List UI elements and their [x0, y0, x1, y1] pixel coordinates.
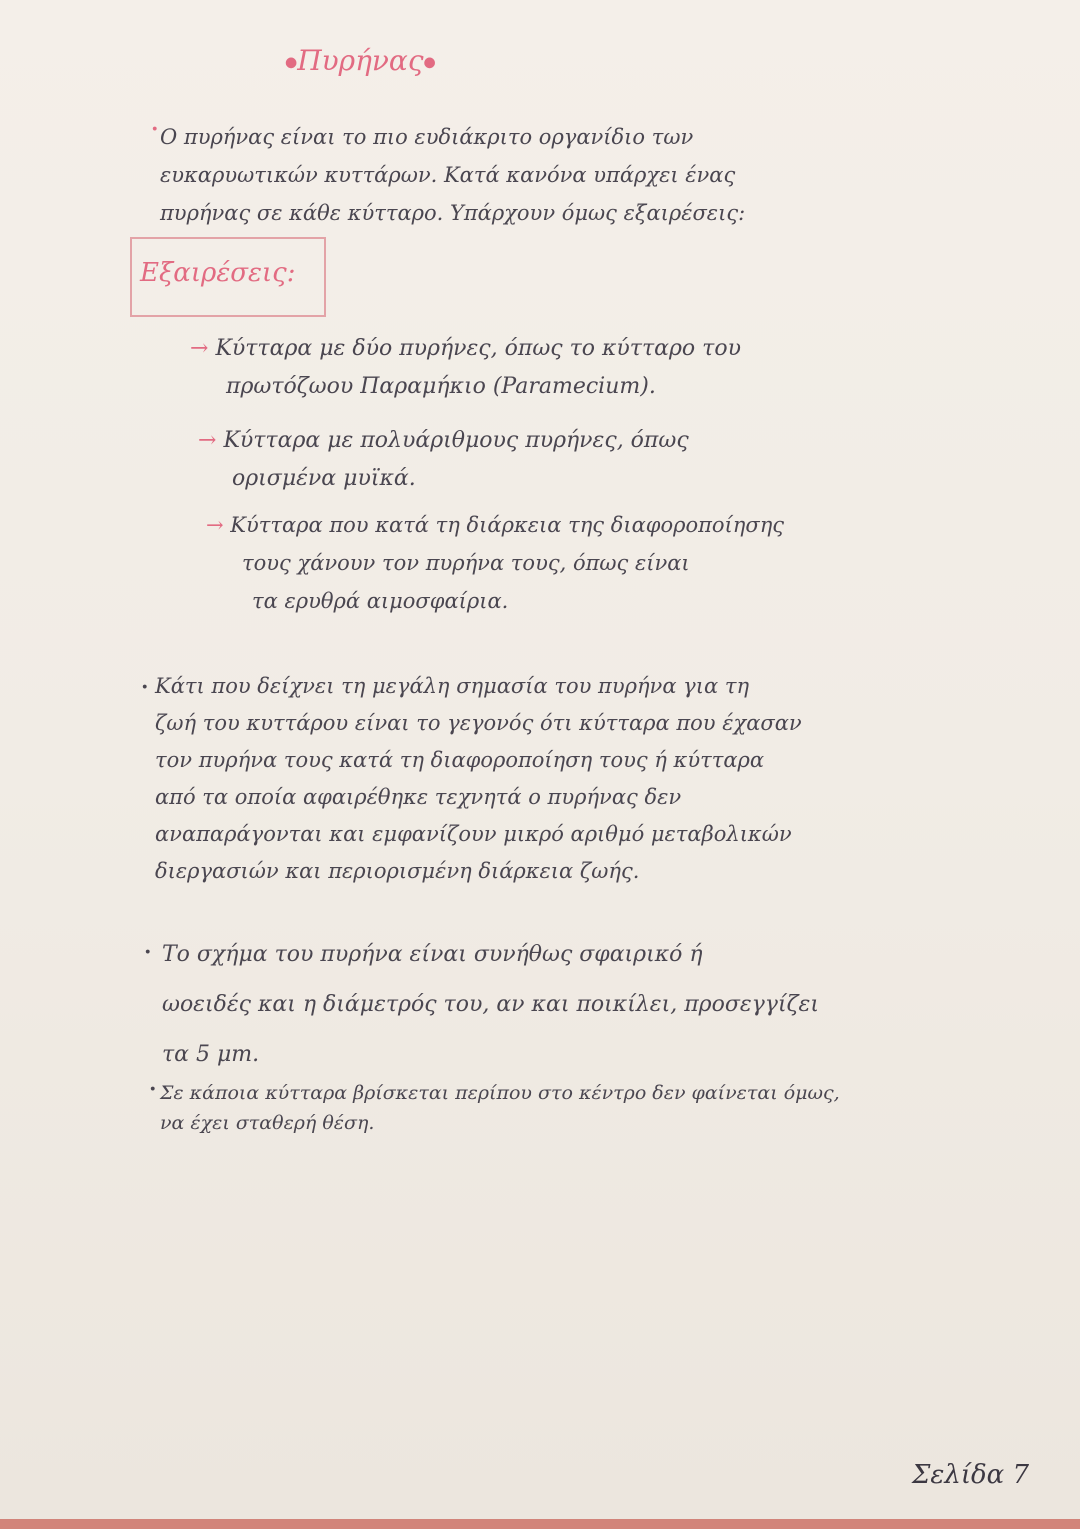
- arrow-right-icon: →: [190, 336, 216, 361]
- title-dot-left: ●: [285, 54, 298, 71]
- bullet-dot: ·: [143, 935, 153, 970]
- arrow-right-icon: →: [206, 513, 231, 537]
- arrow-right-icon: →: [198, 428, 224, 453]
- page-number: Σελίδα 7: [912, 1460, 1030, 1490]
- exception-item-2: → Κύτταρα με πολυάριθμους πυρήνες, όπως ορισμένα μυϊκά.: [198, 428, 689, 491]
- text-line: ευκαρυωτικών κυττάρων. Κατά κανόνα υπάρχει ένας: [160, 163, 736, 187]
- paragraph-intro: [160, 118, 920, 232]
- paragraph-position: Σε κάποια κύτταρα βρίσκεται περίπου στο κέντρο δεν φαίνεται όμως, να έχει σταθερή θέση.: [160, 1082, 840, 1134]
- bullet-dot: ·: [140, 670, 150, 705]
- text-line: πυρήνας σε κάθε κύτταρο. Υπάρχουν όμως εξαιρέσεις:: [160, 201, 746, 225]
- text-line: Ο πυρήνας είναι το πιο ευδιάκριτο οργανίδιο των: [160, 125, 694, 149]
- exception-item-3: → Κύτταρα που κατά τη διάρκεια της διαφοροποίησης τους χάνουν τον πυρήνα τους, όπως είναι τα ερυθρά αιμοσφαίρια.: [206, 513, 785, 613]
- bullet-dot: ·: [150, 112, 160, 147]
- bullet-dot: ·: [148, 1072, 158, 1107]
- exception-item-1: → Κύτταρα με δύο πυρήνες, όπως το κύτταρο του πρωτόζωου Παραμήκιο (Paramecium).: [190, 336, 741, 399]
- paragraph-importance: Κάτι που δείχνει τη μεγάλη σημασία του πυρήνα για τη ζωή του κυττάρου είναι το γεγονός ότι κύτταρα που έχασαν τον πυρήνα τους κατά τη διαφοροποίηση τους ή κύτταρα από τα οποία αφαιρέθηκε τεχνητά ο πυρήνας δεν αναπαράγονται και εμφανίζουν μικρό αριθμό μεταβολικών διεργασιών και περιορισμένη διάρκεια ζωής.: [155, 674, 802, 883]
- exceptions-label: Εξαιρέσεις:: [140, 258, 296, 288]
- paragraph-shape: Το σχήμα του πυρήνα είναι συνήθως σφαιρικό ή ωοειδές και η διάμετρός του, αν και ποικίλει, προσεγγίζει τα 5 μm.: [162, 942, 819, 1067]
- bottom-edge: [0, 1519, 1080, 1529]
- page-title: ●Πυρήνας●: [285, 44, 436, 77]
- title-dot-right: ●: [423, 54, 436, 71]
